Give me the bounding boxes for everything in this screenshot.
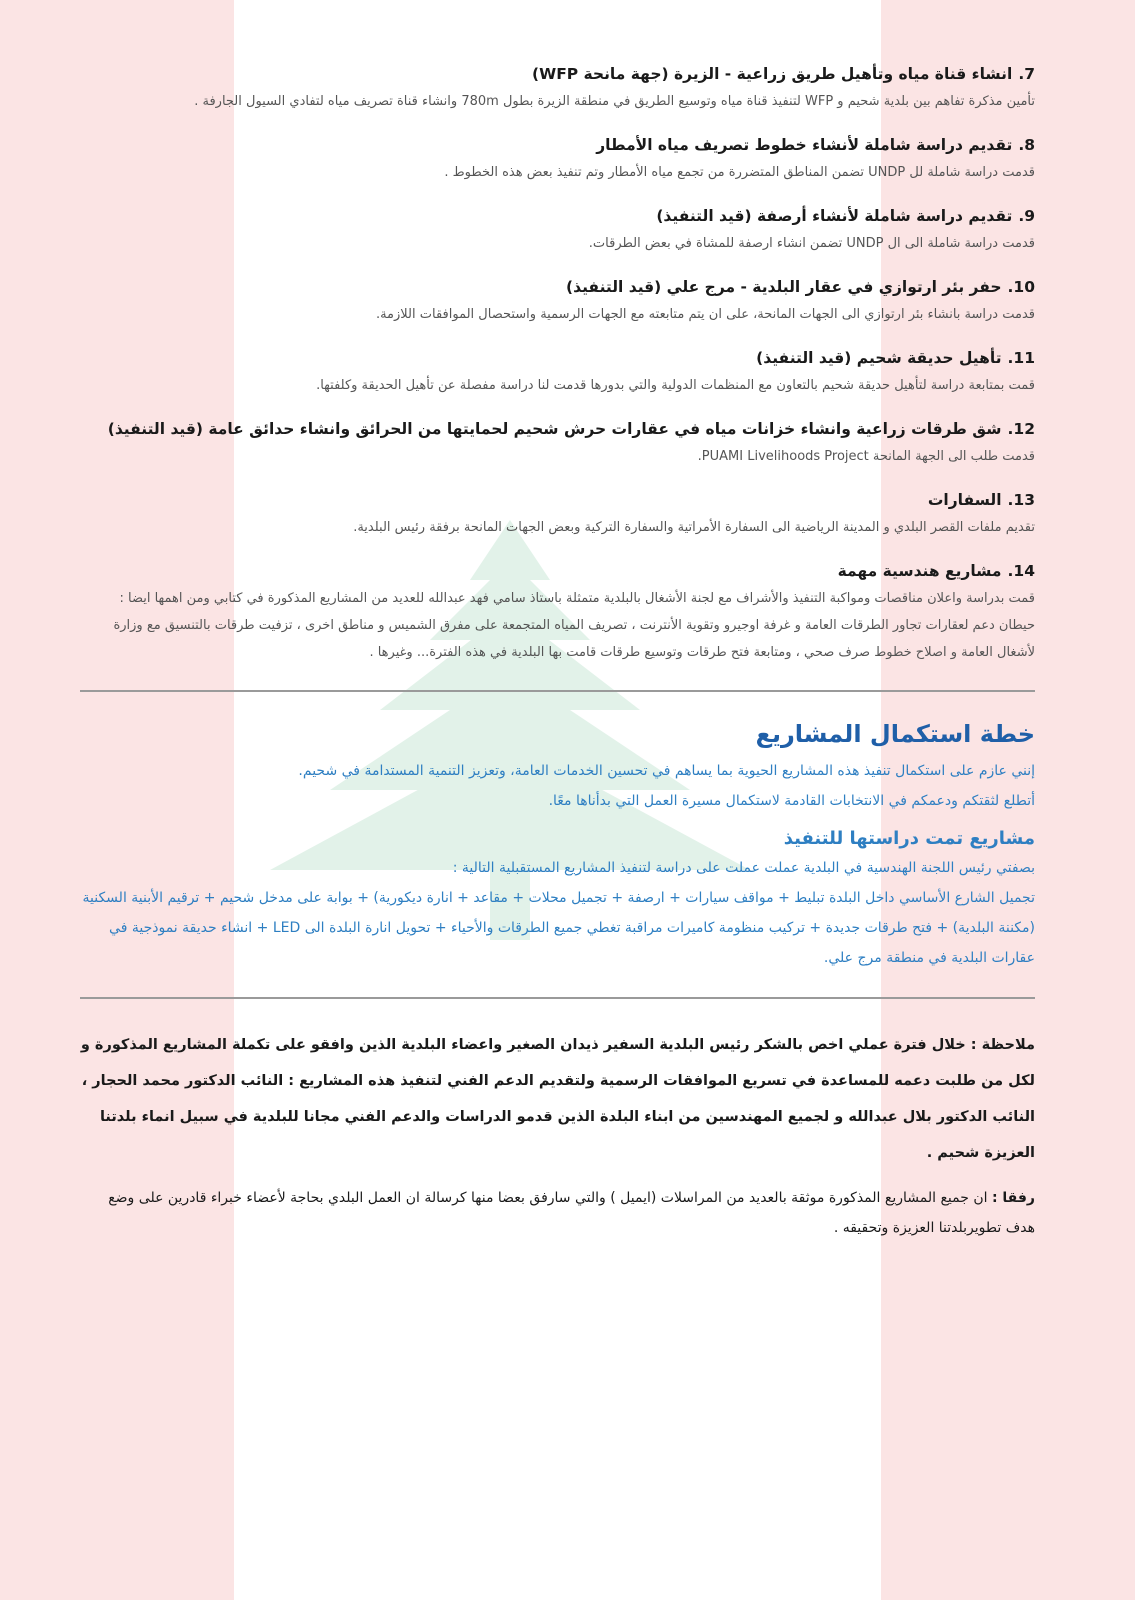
studied-projects-list: تجميل الشارع الأساسي داخل البلدة تبليط + مواقف سيارات + ارصفة + تجميل محلات + مقاعد + انارة ديكورية) + بوابة على مدخل شحيم + ترقيم الأبنية السكنية (مكننة البلدية) + فتح طرقات جديدة + تركيب منظومة كاميرات مراقبة تغطي جميع الطرقات والأحياء + تحويل انارة البلدة الى LED + انشاء حديقة نموذجية في عقارات البلدية في منطقة مرج علي.	[82, 890, 1035, 966]
project-item-11	[80, 346, 1035, 399]
section-divider	[80, 690, 1035, 692]
project-item-10	[80, 275, 1035, 328]
project-description: قدمت دراسة شاملة لل UNDP تضمن المناطق المتضررة من تجمع مياه الأمطار وتم تنفيذ بعض هذه الخطوط .	[444, 165, 1035, 180]
project-item-12	[80, 417, 1035, 470]
studied-projects-intro: بصفتي رئيس اللجنة الهندسية في البلدية عملت عملت على دراسة لتنفيذ المشاريع المستقبلية التالية :	[452, 860, 1035, 876]
project-item-13	[80, 488, 1035, 541]
project-number: 14.	[1007, 562, 1035, 580]
project-title-text: انشاء قناة مياه وتأهيل طريق زراعية - الزيرة (جهة مانحة WFP)	[532, 65, 1013, 83]
project-description: تأمين مذكرة تفاهم بين بلدية شحيم و WFP لتنفيذ قناة مياه وتوسيع الطريق في منطقة الزيرة بطول 780m وانشاء قناة تصريف مياه لتفادي السيول الجارفة .	[194, 94, 1035, 109]
project-title-text: مشاريع هندسية مهمة	[837, 562, 1002, 580]
project-number: 13.	[1007, 491, 1035, 509]
project-item-9	[80, 204, 1035, 257]
project-title	[80, 204, 1035, 228]
project-title	[80, 133, 1035, 157]
attachment-text: ان جميع المشاريع المذكورة موثقة بالعديد من المراسلات (ايميل ) والتي سارفق بعضا منها كرسالة ان العمل البلدي بحاجة لأعضاء خبراء قادرين على وضع هدف تطويربلدتنا العزيزة وتحقيقه .	[108, 1190, 1035, 1236]
project-title-text: تقديم دراسة شاملة لأنشاء أرصفة (قيد التنفيذ)	[656, 207, 1013, 225]
acknowledgement-note: ملاحظة : خلال فترة عملي اخص بالشكر رئيس البلدية السفير ذيدان الصغير واعضاء البلدية الذين وافقو على تكملة المشاريع المذكورة و لكل من طلبت دعمه للمساعدة في تسريع الموافقات الرسمية ولتقديم الدعم الفني لتنفيذ هذه المشاريع : النائب الدكتور محمد الحجار ، النائب الدكتور بلال عبدالله و لجميع المهندسين من ابناء البلدة الذين قدمو الدراسات والدعم الفني مجانا للبلدية في سبيل انماء بلدتنا العزيزة شحيم .	[80, 1037, 1035, 1161]
project-number: 7.	[1018, 65, 1035, 83]
project-description: قدمت طلب الى الجهة المانحة PUAMI Livelihoods Project.	[697, 449, 1035, 464]
plan-heading: خطة استكمال المشاريع	[755, 720, 1035, 748]
project-description: قمت بمتابعة دراسة لتأهيل حديقة شحيم بالتعاون مع المنظمات الدولية والتي بدورها قدمت لنا دراسة مفصلة عن تأهيل الحديقة وكلفتها.	[316, 378, 1035, 393]
studied-projects-heading: مشاريع تمت دراستها للتنفيذ	[783, 828, 1035, 849]
attachment-note	[80, 1183, 1035, 1243]
project-title-text: شق طرقات زراعية وانشاء خزانات مياه في عقارات حرش شحيم لحمايتها من الحرائق وانشاء حدائق عامة (قيد التنفيذ)	[107, 420, 1002, 438]
project-item-7	[80, 62, 1035, 115]
project-title	[80, 488, 1035, 512]
project-number: 9.	[1018, 207, 1035, 225]
project-title-text: تقديم دراسة شاملة لأنشاء خطوط تصريف مياه الأمطار	[596, 136, 1013, 154]
project-title-text: السفارات	[927, 491, 1002, 509]
project-item-14	[80, 559, 1035, 666]
project-number: 10.	[1007, 278, 1035, 296]
project-description: قمت بدراسة واعلان مناقصات ومواكبة التنفيذ والأشراف مع لجنة الأشغال بالبلدية متمثلة باستاذ سامي فهد عبدالله للعديد من المشاريع المذكورة في كتابي ومن اهمها ايضا : حيطان دعم لعقارات تجاور الطرقات العامة و غرفة اوجيرو وتقوية الأنترنت ، تصريف المياه المتجمعة على مفرق الشميس و مناطق اخرى ، تزفيت طرقات بالتنسيق مع وزارة لأشغال العامة و اصلاح خطوط صرف صحي ، ومتابعة فتح طرقات وتوسيع طرقات قامت بها البلدية في هذه الفترة... وغيرها .	[113, 591, 1035, 660]
project-title	[80, 62, 1035, 86]
project-number: 8.	[1018, 136, 1035, 154]
project-number: 11.	[1007, 349, 1035, 367]
project-title	[80, 417, 1035, 441]
project-description: قدمت دراسة شاملة الى ال UNDP تضمن انشاء ارصفة للمشاة في بعض الطرقات.	[588, 236, 1035, 251]
project-title	[80, 346, 1035, 370]
plan-paragraph: إنني عازم على استكمال تنفيذ هذه المشاريع الحيوية بما يساهم في تحسين الخدمات العامة، وتعزيز التنمية المستدامة في شحيم.	[298, 763, 1035, 779]
project-title-text: تأهيل حديقة شحيم (قيد التنفيذ)	[756, 349, 1002, 367]
project-title-text: حفر بئر ارتوازي في عقار البلدية - مرج علي (قيد التنفيذ)	[566, 278, 1002, 296]
attachment-label: رفقا :	[991, 1190, 1035, 1206]
project-number: 12.	[1007, 420, 1035, 438]
project-description: تقديم ملفات القصر البلدي و المدينة الرياضية الى السفارة الأمراتية والسفارة التركية وبعض الجهات المانحة برفقة رئيس البلدية.	[353, 520, 1035, 535]
section-divider	[80, 997, 1035, 999]
project-description: قدمت دراسة بانشاء بئر ارتوازي الى الجهات المانحة، على ان يتم متابعته مع الجهات الرسمية واستحصال الموافقات اللازمة.	[375, 307, 1035, 322]
project-title	[80, 275, 1035, 299]
plan-paragraph: أتطلع لثقتكم ودعمكم في الانتخابات القادمة لاستكمال مسيرة العمل التي بدأناها معًا.	[548, 793, 1035, 809]
project-title	[80, 559, 1035, 583]
document-body	[80, 62, 1035, 1243]
project-item-8	[80, 133, 1035, 186]
